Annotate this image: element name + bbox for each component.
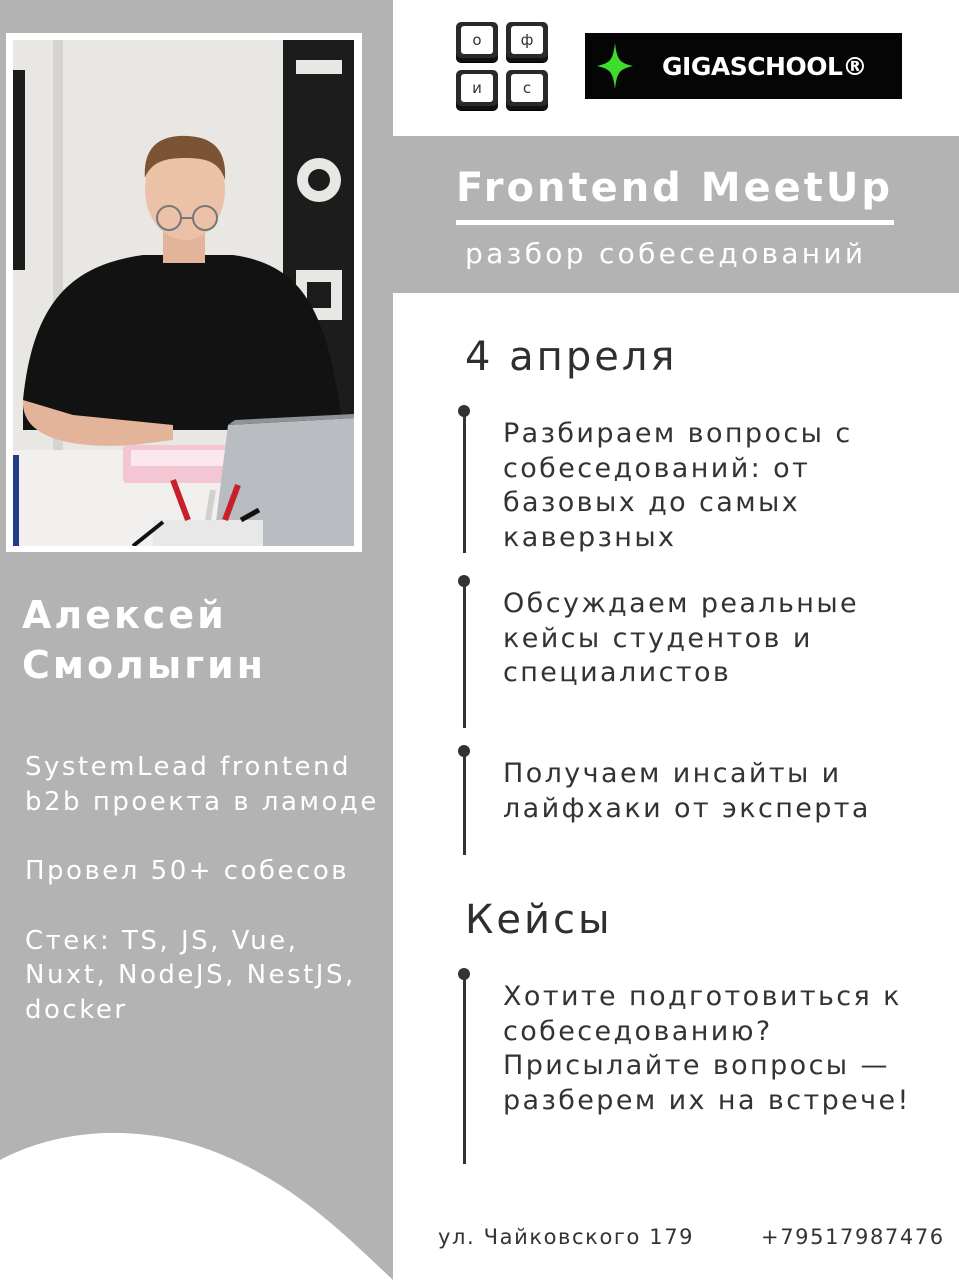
keycap: с — [506, 70, 548, 110]
speaker-bio — [25, 750, 385, 1062]
agenda-item — [455, 745, 935, 857]
venue-address: ул. Чайковского 179 — [438, 1225, 695, 1249]
contact-phone[interactable]: +79517987476 — [761, 1225, 945, 1249]
title-divider — [456, 220, 894, 225]
timeline-line — [463, 976, 466, 1164]
speaker-last-name: Смолыгин — [22, 643, 266, 687]
agenda-item-text: Обсуждаем реальные кейсы студентов и специалистов — [503, 588, 860, 689]
timeline-line — [463, 413, 466, 553]
speaker-experience: Провел 50+ собесов — [25, 856, 350, 886]
green-sparkle-icon — [597, 43, 633, 89]
agenda-item — [455, 405, 935, 555]
speaker-name — [22, 590, 382, 690]
office-keycaps-logo — [456, 22, 550, 112]
event-date: 4 апреля — [465, 334, 678, 380]
timeline-line — [463, 583, 466, 728]
speaker-photo — [13, 40, 354, 546]
agenda-item-text: Получаем инсайты и лайфхаки от эксперта — [503, 758, 871, 824]
cases-heading: Кейсы — [465, 897, 613, 943]
cases-item — [455, 968, 935, 1168]
agenda-item — [455, 575, 935, 730]
agenda-item-text: Разбираем вопросы с собеседований: от базовых до самых каверзных — [503, 418, 853, 553]
keycap: о — [456, 22, 498, 62]
keycap: и — [456, 70, 498, 110]
speaker-role: SystemLead frontend b2b проекта в ламоде — [25, 752, 379, 817]
event-subtitle: разбор собеседований — [465, 237, 867, 270]
event-title: Frontend MeetUp — [456, 165, 894, 211]
keycap: ф — [506, 22, 548, 62]
gigaschool-logo — [585, 33, 902, 99]
cases-text: Хотите подготовиться к собеседованию? Присылайте вопросы — разберем их на встрече! — [503, 981, 911, 1116]
speaker-stack: Стек: TS, JS, Vue, Nuxt, NodeJS, NestJS, docker — [25, 925, 356, 1025]
brand-name: GIGASCHOOL® — [662, 52, 867, 81]
timeline-line — [463, 753, 466, 855]
decorative-white-wave — [0, 1120, 393, 1280]
speaker-first-name: Алексей — [22, 593, 227, 637]
